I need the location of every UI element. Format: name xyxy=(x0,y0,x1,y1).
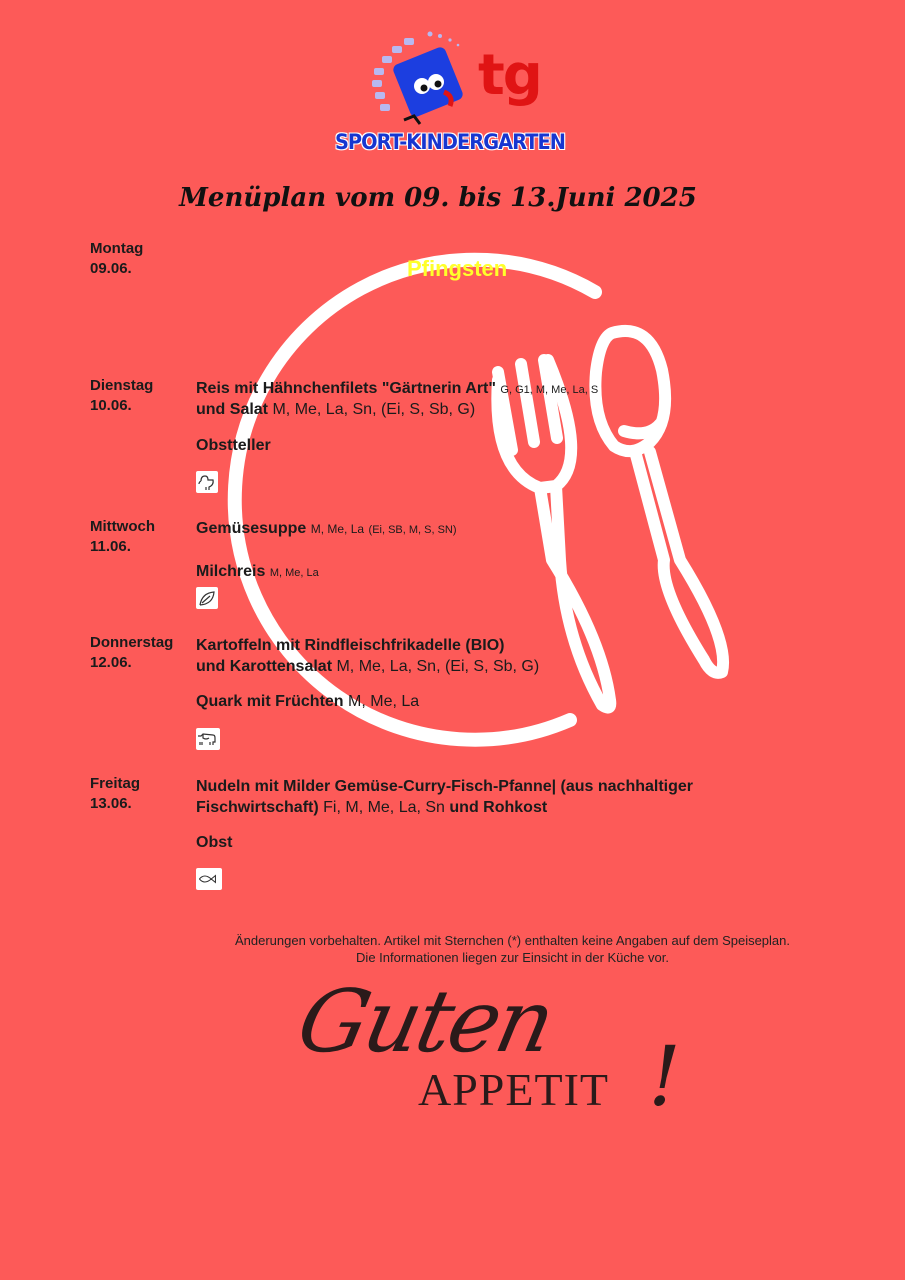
menu-main: Reis mit Hähnchenfilets "Gärtnerin Art" G, G1, M, Me, La, S xyxy=(196,380,599,397)
menu-dessert: Obst xyxy=(196,834,233,851)
menu-dessert: Milchreis M, Me, La xyxy=(196,563,319,580)
menu-side: und Salat M, Me, La, Sn, (Ei, S, Sb, G) xyxy=(196,401,476,418)
closing-exclamation: ! xyxy=(648,1030,681,1125)
fish-icon xyxy=(196,868,222,890)
menu-main: Gemüsesuppe M, Me, La (Ei, SB, M, S, SN) xyxy=(196,520,457,537)
closing-appetit: APPETIT xyxy=(418,1064,609,1115)
logo-mascot-icon xyxy=(370,28,480,136)
page-title: Menüplan vom 09. bis 13.Juni 2025 xyxy=(179,183,697,213)
menu-dessert: Quark mit Früchten M, Me, La xyxy=(196,693,420,710)
disclaimer-line1: Änderungen vorbehalten. Artikel mit Sternchen (*) enthalten keine Angaben auf dem Speiseplan. xyxy=(234,933,791,948)
day-label: Freitag xyxy=(90,775,141,792)
day-date: 12.06. xyxy=(90,654,132,671)
leaf-icon xyxy=(196,587,218,609)
day-label: Mittwoch xyxy=(90,518,155,535)
day-date: 09.06. xyxy=(90,260,132,277)
holiday-label: Pfingsten xyxy=(407,256,508,281)
day-tuesday xyxy=(90,376,153,416)
day-date: 11.06. xyxy=(90,538,131,555)
day-wednesday xyxy=(90,517,155,557)
day-friday xyxy=(90,774,140,814)
menu-dessert: Obstteller xyxy=(196,437,271,454)
menu-side: und Karottensalat M, Me, La, Sn, (Ei, S, Sb, G) xyxy=(196,658,540,675)
menu-main: Nudeln mit Milder Gemüse-Curry-Fisch-Pfanne| (aus nachhaltiger xyxy=(196,778,694,795)
day-date: 10.06. xyxy=(90,397,132,414)
disclaimer-line2: Die Informationen liegen zur Einsicht in der Küche vor. xyxy=(356,950,669,965)
day-monday xyxy=(90,239,143,279)
cow-icon xyxy=(196,728,220,750)
menu-main-continued: Fischwirtschaft) Fi, M, Me, La, Sn und Rohkost xyxy=(196,799,548,816)
day-label: Dienstag xyxy=(90,377,154,394)
chicken-icon xyxy=(196,471,218,493)
logo-brand: tg xyxy=(478,43,541,108)
day-label: Donnerstag xyxy=(90,634,174,651)
day-date: 13.06. xyxy=(90,795,132,812)
day-thursday xyxy=(90,633,173,673)
day-label: Montag xyxy=(90,240,144,257)
closing-guten: Guten xyxy=(289,972,561,1072)
menu-main: Kartoffeln mit Rindfleischfrikadelle (BIO) xyxy=(196,637,505,654)
logo-name: SPORT-KINDERGARTEN xyxy=(334,130,566,154)
